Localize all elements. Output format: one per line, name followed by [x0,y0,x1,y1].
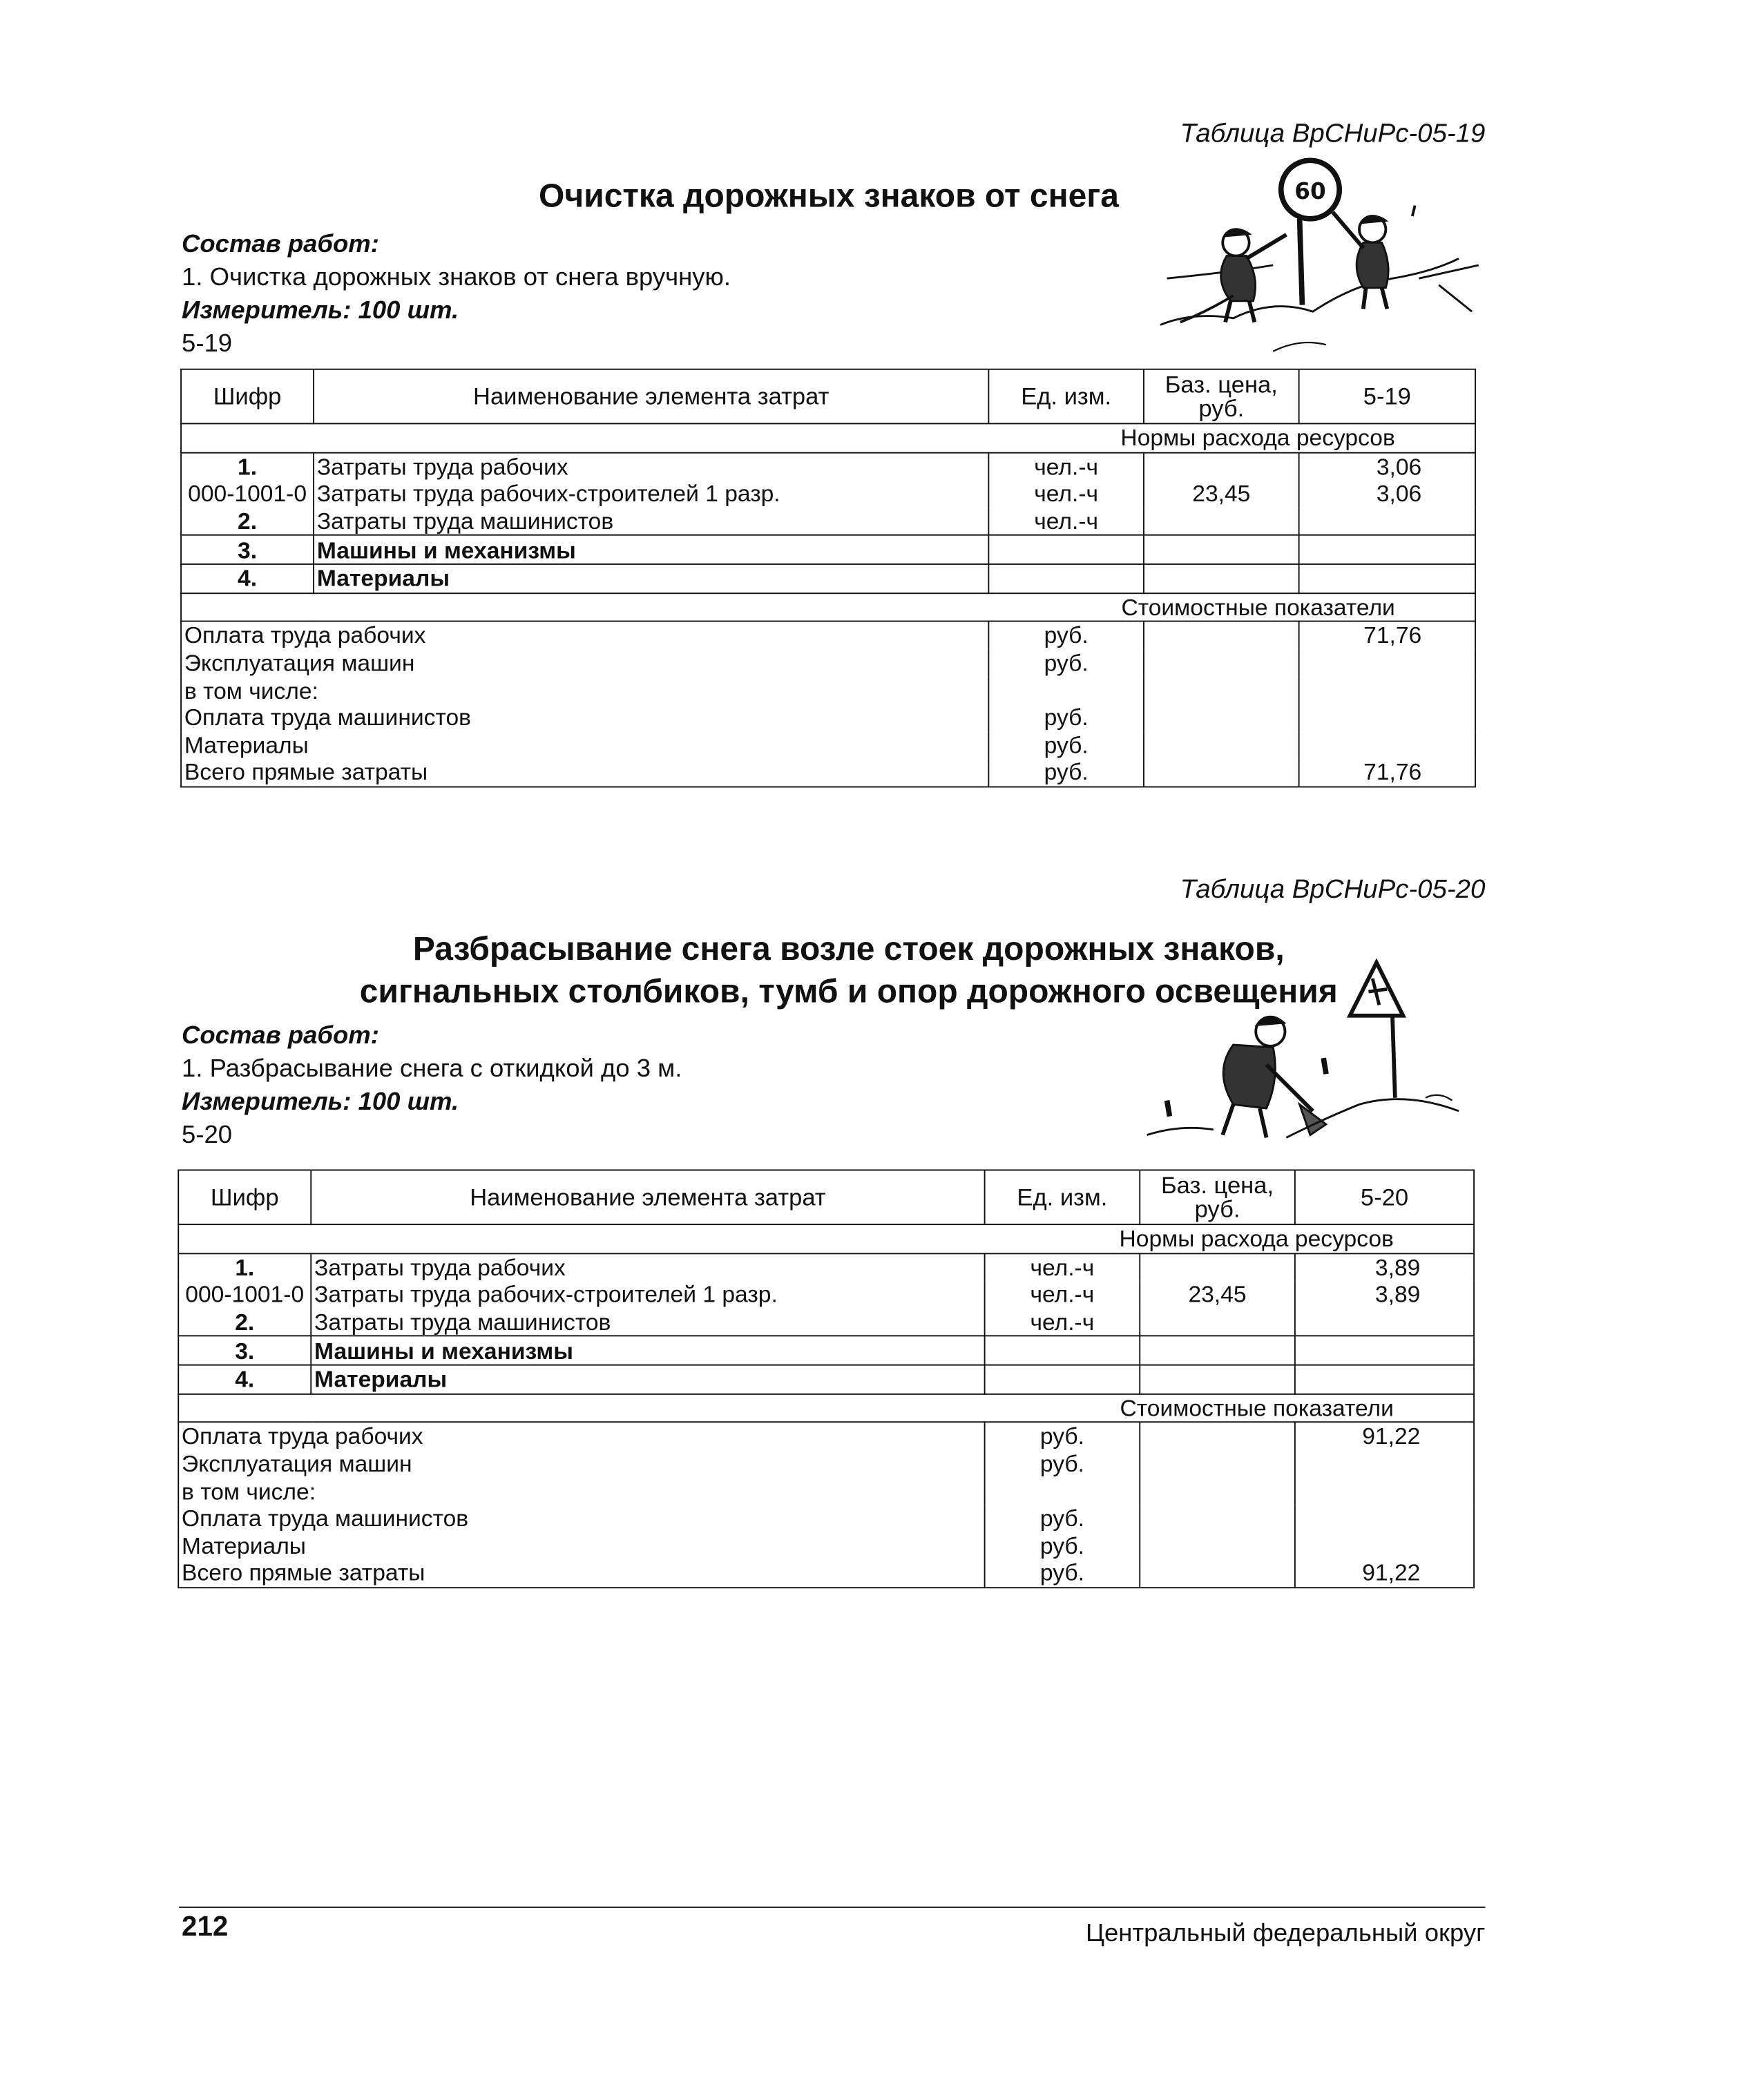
sostav-label: Состав работ: [182,1022,379,1050]
section-cost: Стоимостные показатели [178,1394,1474,1422]
cost-name: Оплата труда машинистов [178,1505,984,1532]
code-label: 5-20 [182,1121,233,1150]
table-row [178,1336,1474,1365]
row-name: Затраты труда рабочих [311,1253,984,1282]
cost-value: 71,76 [1299,621,1475,650]
cost-unit [985,1478,1140,1505]
row-shifr: 3. [178,1336,311,1365]
row-value: 3,89 [1295,1281,1474,1309]
row-shifr: 1. [181,452,314,481]
row-unit: чел.-ч [985,1253,1140,1282]
cost-price [1140,1423,1295,1451]
row-name: Машины и механизмы [311,1336,984,1365]
cost-row [181,677,1475,704]
cost-value [1299,731,1475,759]
cost-price [1144,704,1299,731]
row-price [1140,1365,1295,1394]
header-name: Наименование элемента затрат [311,1170,984,1224]
table-row [181,564,1475,592]
header-code: 5-20 [1295,1170,1474,1224]
row-value [1295,1365,1474,1394]
row-value [1295,1336,1474,1365]
sostav-label: Состав работ: [182,231,379,259]
row-name: Материалы [311,1365,984,1394]
cost-unit: руб. [985,1505,1140,1532]
footer-district: Центральный федеральный округ [1086,1920,1486,1948]
row-shifr: 2. [181,508,314,536]
cost-name: в том числе: [178,1478,984,1505]
cost-value [1295,1478,1474,1505]
cost-name: в том числе: [181,677,988,704]
table-label: Таблица ВрСНиРс-05-20 [1180,875,1486,905]
cost-price [1140,1559,1295,1588]
cost-name: Оплата труда рабочих [181,621,988,650]
header-code: 5-19 [1299,369,1475,424]
row-shifr: 1. [178,1253,311,1282]
cost-name: Всего прямые затраты [181,758,988,787]
row-unit: чел.-ч [985,1281,1140,1309]
cost-name: Эксплуатация машин [181,649,988,677]
cost-unit [988,677,1144,704]
table-label: Таблица ВрСНиРс-05-19 [1180,119,1486,149]
row-unit: чел.-ч [988,508,1144,536]
cost-name: Всего прямые затраты [178,1559,984,1588]
cost-value: 71,76 [1299,758,1475,787]
cost-value [1299,704,1475,731]
table-row [181,452,1475,481]
norms-table-5-19 [180,369,1476,787]
row-price: 23,45 [1140,1281,1295,1309]
table-row [181,508,1475,536]
row-value [1295,1309,1474,1337]
table-row [178,1309,1474,1337]
row-price [1144,508,1299,536]
header-name: Наименование элемента затрат [314,369,988,424]
table-header-row [178,1170,1474,1224]
cost-price [1144,758,1299,787]
header-price-line1: Баз. цена, [1160,1172,1274,1199]
cost-name: Эксплуатация машин [178,1450,984,1478]
cost-name: Оплата труда рабочих [178,1423,984,1451]
header-shifr: Шифр [181,369,314,424]
row-name: Машины и механизмы [314,535,988,563]
cost-unit: руб. [988,704,1144,731]
row-name: Затраты труда рабочих [314,452,988,481]
cost-row [178,1423,1474,1451]
section-cost-row [178,1394,1474,1422]
row-shifr: 3. [181,535,314,563]
cost-price [1140,1532,1295,1560]
row-value: 3,89 [1295,1253,1474,1282]
row-price [1140,1336,1295,1365]
table-header-row [181,369,1475,424]
cost-price [1144,677,1299,704]
page-number: 212 [182,1911,229,1943]
izmeritel: Измеритель: 100 шт. [182,297,459,325]
row-unit [988,564,1144,592]
row-name: Затраты труда машинистов [314,508,988,536]
row-name: Материалы [314,564,988,592]
section-title-line: Разбрасывание снега возле стоек дорожных знаков, [412,930,1285,968]
table-row [181,480,1475,508]
row-shifr: 2. [178,1309,311,1337]
cost-unit: руб. [988,758,1144,787]
cost-price [1144,731,1299,759]
cost-row [178,1532,1474,1560]
footer-divider [179,1907,1485,1908]
code-label: 5-19 [182,330,233,358]
table-row [181,535,1475,563]
row-unit: чел.-ч [988,452,1144,481]
header-price-line2: руб. [1198,395,1245,422]
row-name: Затраты труда рабочих-строителей 1 разр. [311,1281,984,1309]
row-price [1144,452,1299,481]
cost-unit: руб. [985,1559,1140,1588]
cost-unit: руб. [985,1423,1140,1451]
section-norms: Нормы расхода ресурсов [178,1224,1474,1253]
table-row [178,1365,1474,1394]
row-name: Затраты труда машинистов [311,1309,984,1337]
cost-row [181,758,1475,787]
row-unit: чел.-ч [985,1309,1140,1337]
header-unit: Ед. изм. [988,369,1144,424]
cost-value [1299,649,1475,677]
row-unit [985,1336,1140,1365]
table-row [178,1253,1474,1282]
cost-value: 91,22 [1295,1559,1474,1588]
sostav-item: 1. Очистка дорожных знаков от снега вручную. [182,264,731,292]
cost-row [181,621,1475,650]
table-row [178,1281,1474,1309]
row-price [1144,535,1299,563]
cost-price [1140,1505,1295,1532]
header-shifr: Шифр [178,1170,311,1224]
cost-name: Материалы [178,1532,984,1560]
section-cost: Стоимостные показатели [181,592,1475,621]
izmeritel: Измеритель: 100 шт. [182,1088,459,1117]
sostav-item: 1. Разбрасывание снега с откидкой до 3 м. [182,1055,682,1083]
cost-price [1144,621,1299,650]
cost-unit: руб. [985,1450,1140,1478]
cost-value [1295,1505,1474,1532]
cost-name: Материалы [181,731,988,759]
section-norms-row [181,423,1475,452]
row-price [1140,1253,1295,1282]
cost-value: 91,22 [1295,1423,1474,1451]
section-cost-row [181,592,1475,621]
workers-cleaning-sign-illustration [1153,153,1485,365]
row-value [1299,564,1475,592]
section-norms-row [178,1224,1474,1253]
cost-price [1140,1478,1295,1505]
row-price [1140,1309,1295,1337]
cost-unit: руб. [988,621,1144,650]
cost-value [1299,677,1475,704]
cost-unit: руб. [988,731,1144,759]
section-title: Очистка дорожных знаков от снега [539,177,1119,215]
cost-name: Оплата труда машинистов [181,704,988,731]
cost-row [181,731,1475,759]
header-price-line1: Баз. цена, [1164,371,1278,398]
row-shifr: 4. [178,1365,311,1394]
row-shifr: 000-1001-0 [178,1281,311,1309]
row-shifr: 000-1001-0 [181,480,314,508]
cost-row [178,1450,1474,1478]
cost-unit: руб. [988,649,1144,677]
header-price [1144,369,1299,424]
cost-row [178,1559,1474,1588]
header-price [1140,1170,1295,1224]
row-value [1299,508,1475,536]
row-value [1299,535,1475,563]
cost-price [1140,1450,1295,1478]
cost-row [178,1478,1474,1505]
header-unit: Ед. изм. [985,1170,1140,1224]
cost-unit: руб. [985,1532,1140,1560]
row-price [1144,564,1299,592]
sign-speed-text: 60 [1294,178,1326,204]
worker-shovelling-snow-illustration [1140,952,1472,1164]
row-name: Затраты труда рабочих-строителей 1 разр. [314,480,988,508]
section-norms: Нормы расхода ресурсов [181,423,1475,452]
cost-row [181,649,1475,677]
cost-price [1144,649,1299,677]
cost-row [181,704,1475,731]
row-value: 3,06 [1299,480,1475,508]
norms-table-5-20 [178,1169,1475,1588]
section-title-line: сигнальных столбиков, тумб и опор дорожного освещения [359,973,1338,1011]
row-unit [985,1365,1140,1394]
row-shifr: 4. [181,564,314,592]
row-price: 23,45 [1144,480,1299,508]
row-unit [988,535,1144,563]
row-value: 3,06 [1299,452,1475,481]
row-unit: чел.-ч [988,480,1144,508]
header-price-line2: руб. [1194,1195,1240,1223]
cost-value [1295,1532,1474,1560]
cost-value [1295,1450,1474,1478]
cost-row [178,1505,1474,1532]
